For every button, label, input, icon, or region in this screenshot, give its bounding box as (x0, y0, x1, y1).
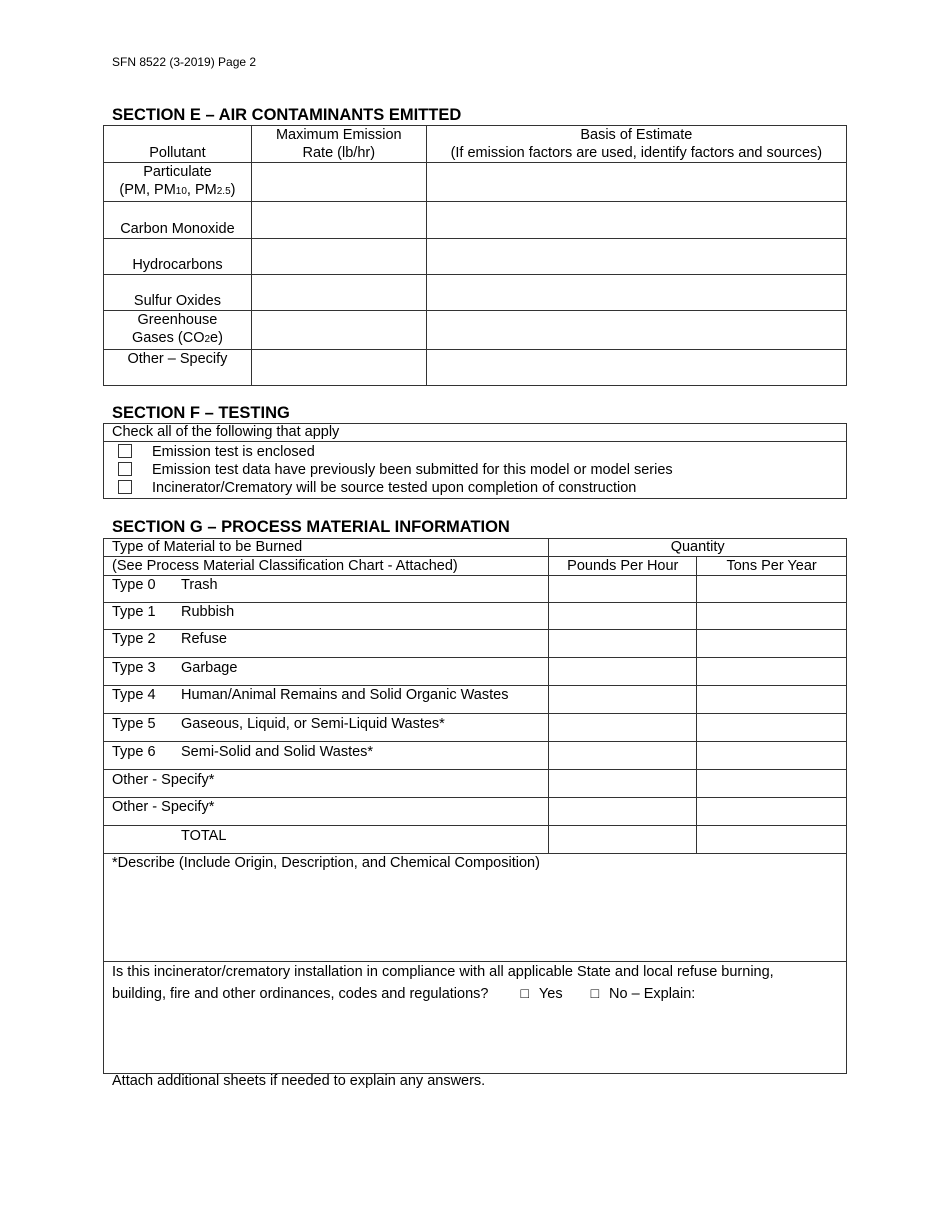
option-test-enclosed[interactable]: Emission test is enclosed (104, 443, 846, 461)
row-other (104, 350, 847, 386)
table-row (104, 630, 847, 658)
pph-cell[interactable] (549, 576, 697, 603)
sox-basis-cell[interactable] (426, 275, 846, 311)
type-name: Trash (181, 577, 218, 593)
pph-cell[interactable] (549, 630, 697, 658)
section-e-title: SECTION E – AIR CONTAMINANTS EMITTED (112, 106, 462, 124)
yes-label: Yes (538, 986, 563, 1002)
other-label: Other – Specify (127, 351, 228, 367)
describe-field[interactable] (104, 854, 847, 962)
checkbox[interactable] (118, 444, 132, 458)
col-material-line2: (See Process Material Classification Chart - Attached) (104, 557, 549, 576)
type-code: Type 0 (112, 577, 156, 593)
row-greenhouse-gases (104, 311, 847, 350)
type-name: Semi-Solid and Solid Wastes* (181, 744, 374, 760)
pph-cell[interactable] (549, 714, 697, 742)
tpy-cell[interactable] (697, 630, 847, 658)
table-row (104, 798, 847, 826)
total-tpy-cell[interactable] (697, 826, 847, 854)
particulate-rate-cell[interactable] (251, 163, 426, 202)
ghg-basis-cell[interactable] (426, 311, 846, 350)
footer-note: Attach additional sheets if needed to explain any answers. (112, 1073, 486, 1089)
table-row (104, 742, 847, 770)
pph-cell[interactable] (549, 603, 697, 630)
option-source-tested[interactable]: Incinerator/Crematory will be source tested upon completion of construction (104, 479, 846, 497)
tpy-cell[interactable] (697, 603, 847, 630)
option-previously-submitted[interactable]: Emission test data have previously been submitted for this model or model series (104, 461, 846, 479)
col-basis-line1: Basis of Estimate (580, 127, 693, 143)
particulate-species: (PM, PM10, PM2.5) (119, 182, 236, 198)
col-rate-line1: Maximum Emission (275, 127, 402, 143)
table-row (104, 686, 847, 714)
material-table (103, 538, 847, 1074)
tpy-cell[interactable] (697, 658, 847, 686)
other-basis-cell[interactable] (426, 350, 846, 386)
section-f-title: SECTION F – TESTING (112, 404, 290, 422)
ghg-label: Greenhouse (137, 312, 218, 328)
sox-rate-cell[interactable] (251, 275, 426, 311)
pph-cell[interactable] (549, 770, 697, 798)
pph-cell[interactable] (549, 658, 697, 686)
total-label: TOTAL (181, 828, 227, 844)
row-particulate (104, 163, 847, 202)
other-rate-cell[interactable] (251, 350, 426, 386)
col-rate-line2: Rate (lb/hr) (302, 145, 376, 161)
col-quantity: Quantity (549, 539, 847, 557)
type-name: Gaseous, Liquid, or Semi-Liquid Wastes* (181, 716, 445, 732)
table-row (104, 770, 847, 798)
row-carbon-monoxide (104, 202, 847, 239)
particulate-basis-cell[interactable] (426, 163, 846, 202)
row-sulfur-oxides (104, 275, 847, 311)
type-code: Type 1 (112, 604, 156, 620)
emissions-header-row (104, 126, 847, 163)
tpy-cell[interactable] (697, 686, 847, 714)
type-name: Rubbish (181, 604, 235, 620)
carbon-monoxide-label: Carbon Monoxide (120, 221, 235, 237)
pph-cell[interactable] (549, 798, 697, 826)
type-code: Type 6 (112, 744, 156, 760)
table-row (104, 603, 847, 630)
tpy-cell[interactable] (697, 798, 847, 826)
total-pph-cell[interactable] (549, 826, 697, 854)
type-code: Type 4 (112, 687, 156, 703)
type-name: Refuse (181, 631, 227, 647)
compliance-question-line1: Is this incinerator/crematory installation in compliance with all applicable State and local refuse burning, (112, 964, 774, 980)
testing-table (103, 423, 847, 499)
particulate-label: Particulate (143, 164, 212, 180)
hc-basis-cell[interactable] (426, 239, 846, 275)
pph-cell[interactable] (549, 742, 697, 770)
yes-checkbox[interactable]: □ (520, 985, 529, 1001)
compliance-field (104, 962, 847, 1074)
form-id: SFN 8522 (3-2019) Page 2 (112, 55, 257, 69)
ghg-rate-cell[interactable] (251, 311, 426, 350)
no-checkbox[interactable]: □ (590, 985, 600, 1001)
col-material-line1: Type of Material to be Burned (104, 539, 549, 557)
table-row (104, 576, 847, 603)
row-hydrocarbons (104, 239, 847, 275)
no-label: No – Explain: (609, 986, 696, 1002)
checkbox[interactable] (118, 462, 132, 476)
type-code: Type 3 (112, 660, 156, 676)
hydrocarbons-label: Hydrocarbons (132, 257, 223, 273)
pph-cell[interactable] (549, 686, 697, 714)
col-pounds-per-hour: Pounds Per Hour (549, 557, 697, 576)
total-row (104, 826, 847, 854)
hc-rate-cell[interactable] (251, 239, 426, 275)
col-pollutant: Pollutant (149, 145, 206, 161)
testing-options (104, 442, 847, 499)
compliance-question-line2: building, fire and other ordinances, codes and regulations? □ Yes □ No – Explain: (112, 985, 696, 1002)
section-g-title: SECTION G – PROCESS MATERIAL INFORMATION (112, 518, 510, 536)
other-specify-1: Other - Specify* (104, 770, 549, 798)
co-basis-cell[interactable] (426, 202, 846, 239)
table-row (104, 658, 847, 686)
type-name: Human/Animal Remains and Solid Organic Wastes (181, 687, 509, 703)
tpy-cell[interactable] (697, 742, 847, 770)
type-name: Garbage (181, 660, 238, 676)
other-specify-2: Other - Specify* (104, 798, 549, 826)
col-tons-per-year: Tons Per Year (697, 557, 847, 576)
emissions-table (103, 125, 847, 386)
tpy-cell[interactable] (697, 770, 847, 798)
describe-label: *Describe (Include Origin, Description, and Chemical Composition) (112, 855, 540, 871)
tpy-cell[interactable] (697, 714, 847, 742)
type-code: Type 2 (112, 631, 156, 647)
co-rate-cell[interactable] (251, 202, 426, 239)
col-basis-line2: (If emission factors are used, identify factors and sources) (450, 145, 823, 161)
sulfur-oxides-label: Sulfur Oxides (133, 293, 221, 309)
tpy-cell[interactable] (697, 576, 847, 603)
checkbox[interactable] (118, 480, 132, 494)
ghg-species: Gases (CO2e) (131, 330, 223, 346)
type-code: Type 5 (112, 716, 156, 732)
testing-instruction: Check all of the following that apply (104, 424, 847, 442)
table-row (104, 714, 847, 742)
